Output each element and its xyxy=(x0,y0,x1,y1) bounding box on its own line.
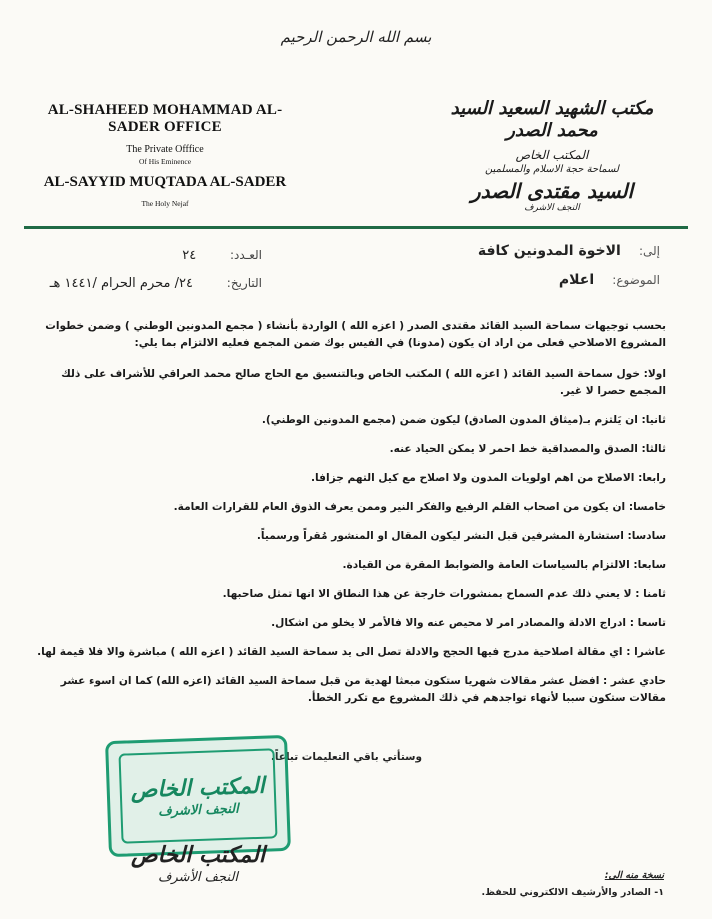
arabic-private-office: المكتب الخاص xyxy=(515,148,589,162)
arabic-office-name: مكتب الشهيد السعيد السيد محمد الصدر xyxy=(450,98,654,141)
date-label: التاريخ: xyxy=(226,276,262,290)
copies-section xyxy=(481,870,664,898)
body-item: عاشرا : اي مقالة اصلاحية مدرج فيها الحجج والادلة تصل الى يد سماحة السيد القائد ( اعزه الله ) مباشرة والا فلا قيمة لها. xyxy=(37,646,666,658)
english-office-name: AL-SHAHEED MOHAMMAD AL-SADER OFFICE xyxy=(47,102,283,135)
body-item: اولا: خول سماحة السيد القائد ( اعزه الله ) المكتب الخاص وبالتنسيق مع الحاج صالح محمد العراقي للأشراف على ذلك المجمع حصرا لا غير. xyxy=(61,368,666,397)
office-signature xyxy=(128,842,268,885)
english-eminence-title: Of His Eminence xyxy=(138,157,192,166)
english-private-office: The Private Offfice xyxy=(126,144,204,155)
english-letterhead xyxy=(30,102,300,208)
office-stamp xyxy=(105,735,291,857)
english-city: The Holy Nejaf xyxy=(141,199,189,208)
arabic-city: النجف الاشرف xyxy=(524,203,580,213)
subject-value: اعلام xyxy=(558,272,595,288)
body-item: تاسعا : ادراج الادلة والمصادر امر لا محيص عنه والا فالأمر لا يخلو من اشكال. xyxy=(271,617,666,629)
closing-line: وستأتي باقي التعليمات تباعاً. xyxy=(270,751,422,763)
letter-body xyxy=(36,318,666,719)
body-item: ثامنا : لا يعني ذلك عدم السماح بمنشورات خارجة عن هذا النطاق الا انها تمثل صاحبها. xyxy=(222,588,666,600)
body-item: سادسا: استشارة المشرفين قبل النشر ليكون المقال او المنشور مُقراً ورسمياً. xyxy=(256,530,666,542)
stamp-line2: النجف الاشرف xyxy=(158,801,239,819)
stamp-line1: المكتب الخاص xyxy=(130,772,266,803)
body-item: حادي عشر : افضل عشر مقالات شهريا ستكون مبعثا لهدية من قبل سماحة السيد القائد (اعزه الله) كما ان اسوء عشر مقالات ستكون سببا لأنهاء تواجدهم في ذلك المشروع مع تكرر الخطأ. xyxy=(60,675,666,704)
date-row xyxy=(50,276,262,291)
body-item: سابعا: الالتزام بالسياسات العامة والضوابط المقرة من القيادة. xyxy=(342,559,666,571)
body-intro: بحسب توجيهات سماحة السيد القائد مقتدى الصدر ( اعزه الله ) الواردة بأنشاء ( مجمع المدونين الوطني ) وضمن خطوات المشروع الاصلاحي فعلى من اراد ان يكون (مدونا) في الفيس بوك ضمن المجمع فعليه الالتزام بما يلي: xyxy=(45,320,666,349)
signature-line1: المكتب الخاص xyxy=(131,842,265,868)
bismillah-heading: بسم الله الرحمن الرحيم xyxy=(280,28,432,46)
subject-label: الموضوع: xyxy=(612,273,660,287)
english-sayyid-name: AL-SAYYID MUQTADA AL-SADER xyxy=(43,174,287,190)
number-row xyxy=(182,248,262,263)
subject-row xyxy=(559,272,660,288)
body-item: رابعا: الاصلاح من اهم اولويات المدون ولا اصلاح مع كيل التهم جزافا. xyxy=(311,472,666,484)
recipient-row xyxy=(478,243,660,259)
arabic-letterhead xyxy=(432,98,672,213)
arabic-eminence-title: لسماحة حجة الاسلام والمسلمين xyxy=(485,164,619,175)
copies-heading: نسخة منه الى: xyxy=(604,870,664,881)
body-item: ثانيا: ان يَلتزم بـ(ميثاق المدون الصادق) ليكون ضمن (مجمع المدونين الوطني). xyxy=(261,414,666,426)
header-divider xyxy=(24,226,688,229)
number-label: العـدد: xyxy=(230,248,262,262)
to-label: إلى: xyxy=(638,244,660,258)
body-item: خامسا: ان يكون من اصحاب القلم الرفيع والفكر النير وممن يعرف الذوق العام للقرارات العامة. xyxy=(173,501,666,513)
body-item: ثالثا: الصدق والمصداقية خط احمر لا يمكن الحياد عنه. xyxy=(389,443,666,455)
date-value: ٢٤/ محرم الحرام /١٤٤١ هـ xyxy=(49,276,193,291)
signature-line2: النجف الأشرف xyxy=(157,870,239,885)
number-value: ٢٤ xyxy=(182,248,197,263)
copies-item: ١- الصادر والأرشيف الالكتروني للحفظ. xyxy=(481,887,664,898)
arabic-sayyid-name: السيد مقتدى الصدر xyxy=(470,179,634,203)
stamp-inner xyxy=(118,748,277,843)
to-value: الاخوة المدونين كافة xyxy=(477,243,621,259)
